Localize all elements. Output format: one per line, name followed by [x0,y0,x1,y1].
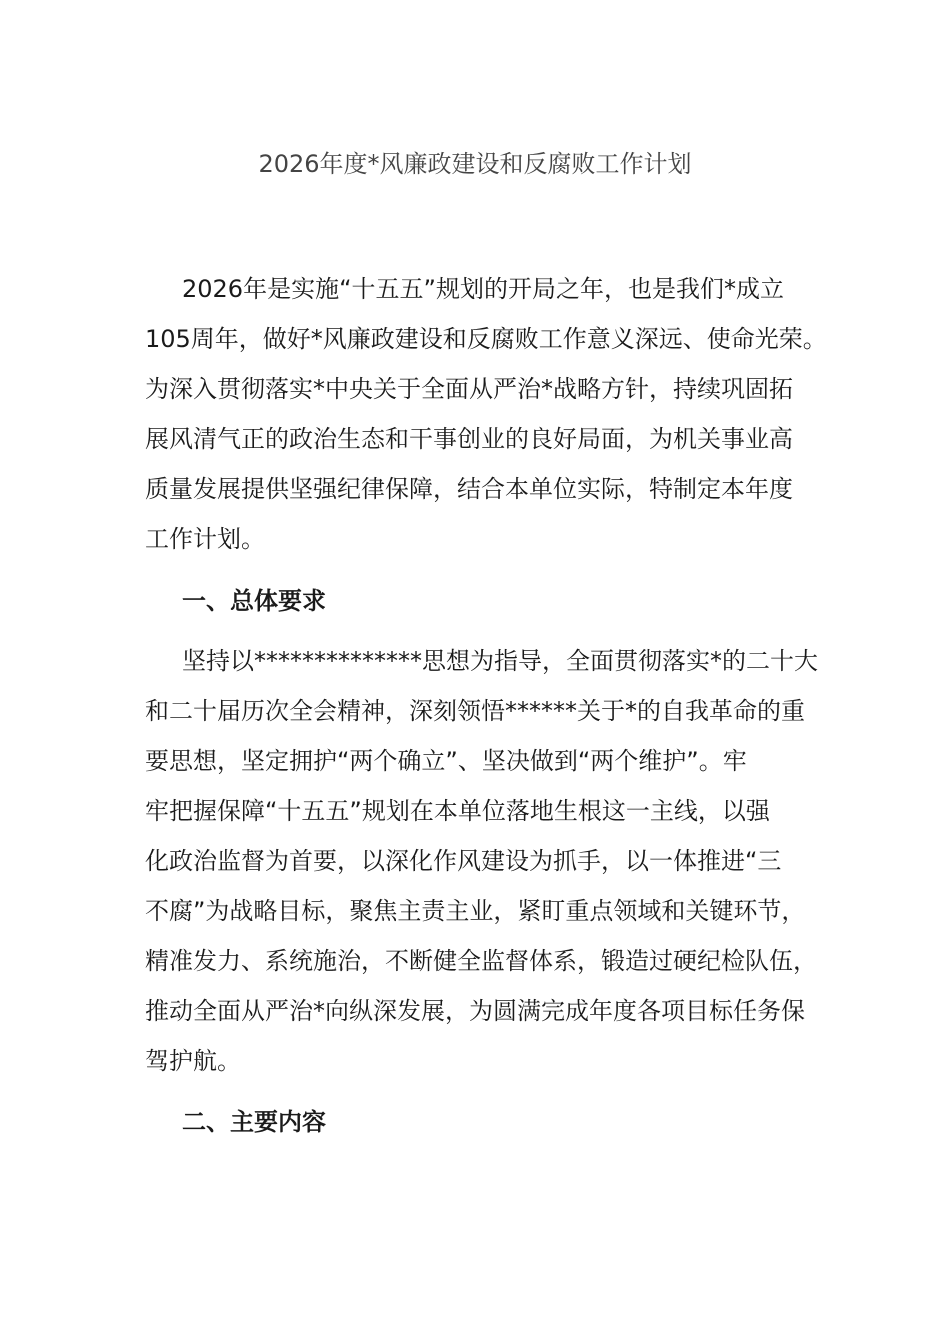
section1-line: 不腐”为战略目标，聚焦主责主业，紧盯重点领域和关键环节， [145,897,806,925]
intro-line: 2026年是实施“十五五”规划的开局之年，也是我们*成立 [182,275,784,303]
intro-line: 质量发展提供坚强纪律保障，结合本单位实际，特制定本年度 [145,475,793,503]
section1-line: 和二十届历次全会精神，深刻领悟******关于*的自我革命的重 [145,697,805,725]
intro-line: 105周年，做好*风廉政建设和反腐败工作意义深远、使命光荣。 [145,325,827,353]
intro-line: 展风清气正的政治生态和干事创业的良好局面，为机关事业高 [145,425,793,453]
intro-line: 为深入贯彻落实*中央关于全面从严治*战略方针，持续巩固拓 [145,375,793,403]
section1-line: 坚持以**************思想为指导，全面贯彻落实*的二十大 [182,647,818,675]
section1-line: 要思想，坚定拥护“两个确立”、坚决做到“两个维护”。牢 [145,747,747,775]
section1-line: 化政治监督为首要，以深化作风建设为抓手，以一体推进“三 [145,847,782,875]
document-title: 2026年度*风廉政建设和反腐败工作计划 [258,150,692,178]
section1-line: 推动全面从严治*向纵深发展，为圆满完成年度各项目标任务保 [145,997,805,1025]
section1-line: 精准发力、系统施治，不断健全监督体系，锻造过硬纪检队伍， [145,947,817,975]
intro-line: 工作计划。 [145,525,265,553]
section-heading-main-content: 二、主要内容 [182,1108,326,1136]
section1-line: 驾护航。 [145,1047,241,1075]
section-heading-general-requirements: 一、总体要求 [182,587,326,615]
section1-line: 牢把握保障“十五五”规划在本单位落地生根这一主线，以强 [145,797,770,825]
